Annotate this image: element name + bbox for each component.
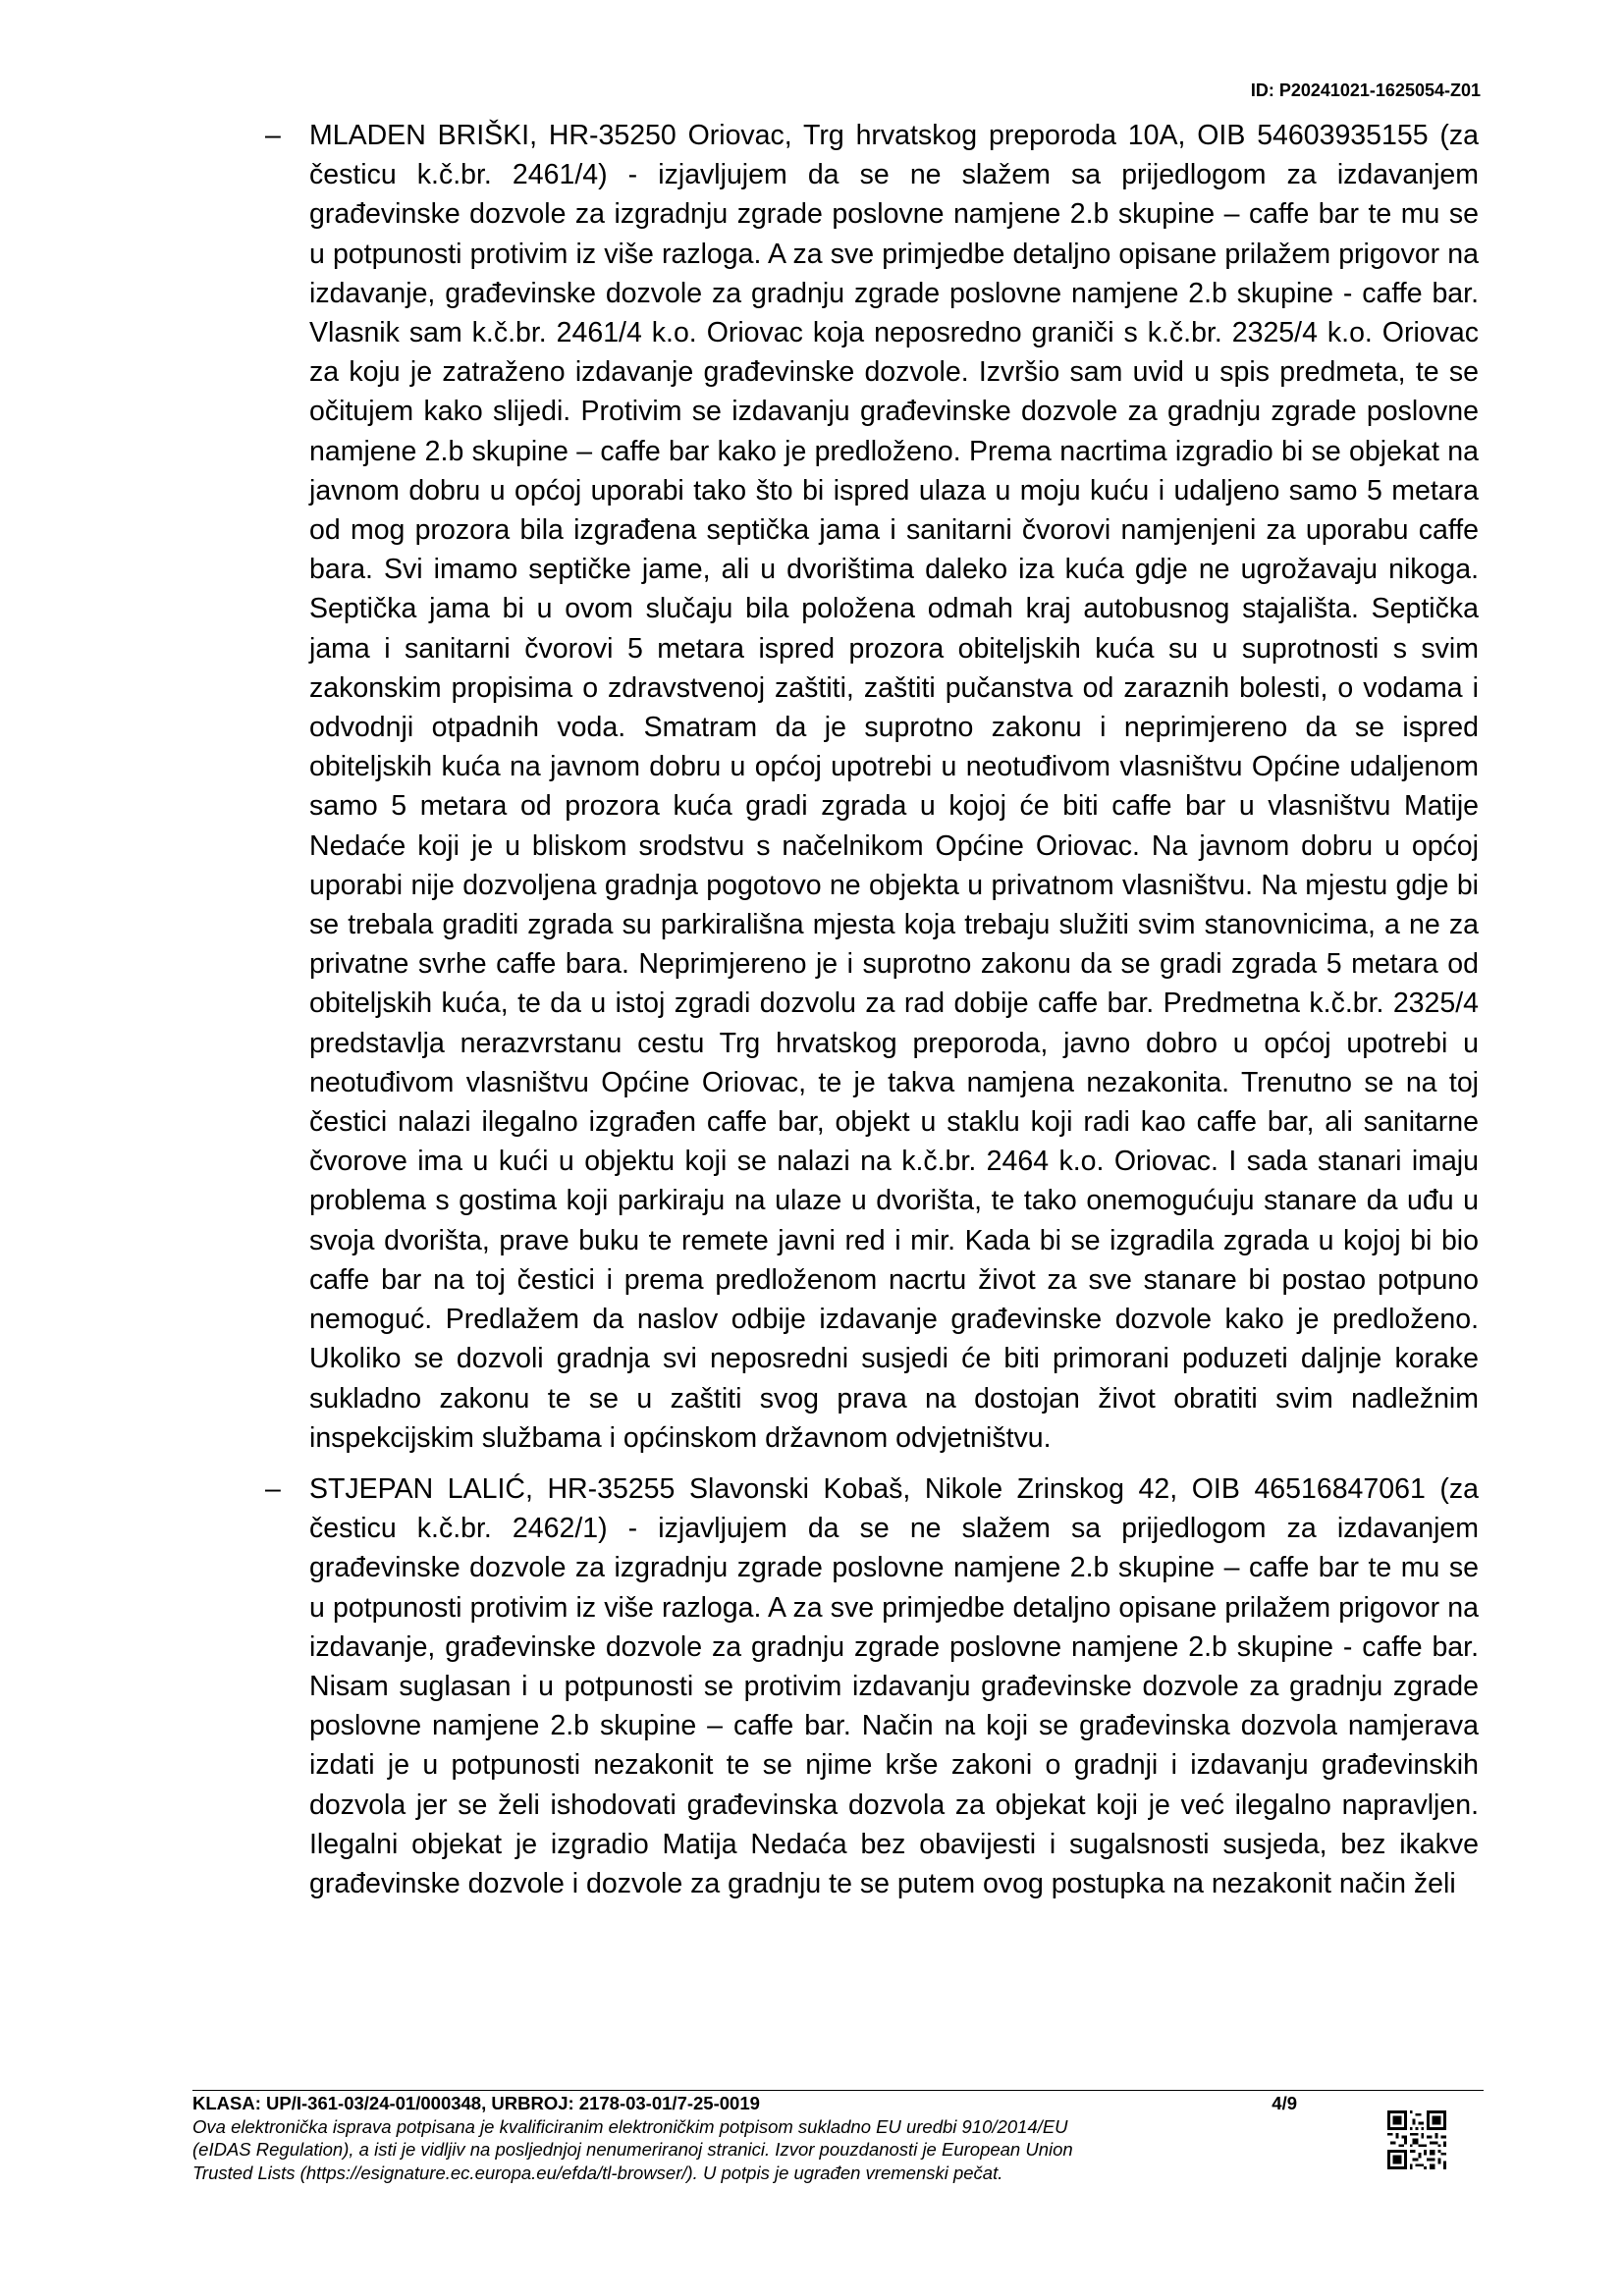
document-id: ID: P20241021-1625054-Z01: [1250, 80, 1481, 100]
objection-entry-briski: [265, 116, 1479, 1458]
objection-text: MLADEN BRIŠKI, HR-35250 Oriovac, Trg hrvatskog preporoda 10A, OIB 54603935155 (za česticu k.č.br. 2461/4) - izjavljujem da se ne slažem sa prijedlogom za izdavanjem građevinske dozvole za izgradnju zgrade poslovne namjene 2.b skupine – caffe bar te mu se u potpunosti protivim iz više razloga. A za sve primjedbe detaljno opisane prilažem prigovor na izdavanje, građevinske dozvole za gradnju zgrade poslovne namjene 2.b skupine - caffe bar. Vlasnik sam k.č.br. 2461/4 k.o. Oriovac koja neposredno graniči s k.č.br. 2325/4 k.o. Oriovac za koju je zatraženo izdavanje građevinske dozvole. Izvršio sam uvid u spis predmeta, te se očitujem kako slijedi. Protivim se izdavanju građevinske dozvole za gradnju zgrade poslovne namjene 2.b skupine – caffe bar kako je predloženo. Prema nacrtima izgradio bi se objekat na javnom dobru u općoj uporabi tako što bi ispred ulaza u moju kuću i udaljeno samo 5 metara od mog prozora bila izgrađena septička jama i sanitarni čvorovi namjenjeni za uporabu caffe bara. Svi imamo septičke jame, ali u dvorištima daleko iza kuća gdje ne ugrožavaju nikoga. Septička jama bi u ovom slučaju bila položena odmah kraj autobusnog stajališta. Septička jama i sanitarni čvorovi 5 metara ispred prozora obiteljskih kuća su u suprotnosti s svim zakonskim propisima o zdravstvenoj zaštiti, zaštiti pučanstva od zaraznih bolesti, o vodama i odvodnji otpadnih voda. Smatram da je suprotno zakonu i neprimjereno da se ispred obiteljskih kuća na javnom dobru u općoj upotrebi u neotuđivom vlasništvu Općine udaljenom samo 5 metara od prozora kuća gradi zgrada u kojoj će biti caffe bar u vlasništvu Matije Nedaće koji je u bliskom srodstvu s načelnikom Općine Oriovac. Na javnom dobru u općoj uporabi nije dozvoljena gradnja pogotovo ne objekta u privatnom vlasništvu. Na mjestu gdje bi se trebala graditi zgrada su parkirališna mjesta koja trebaju služiti svim stanovnicima, a ne za privatne svrhe caffe bara. Neprimjereno je i suprotno zakonu da se gradi zgrada 5 metara od obiteljskih kuća, te da u istoj zgradi dozvolu za rad dobije caffe bar. Predmetna k.č.br. 2325/4 predstavlja nerazvrstanu cestu Trg hrvatskog preporoda, javno dobro u općoj upotrebi u neotuđivom vlasništvu Općine Oriovac, te je takva namjena nezakonita. Trenutno se na toj čestici nalazi ilegalno izgrađen caffe bar, objekt u staklu koji radi kao caffe bar, ali sanitarne čvorove ima u kući u objektu koji se nalazi na k.č.br. 2464 k.o. Oriovac. I sada stanari imaju problema s gostima koji parkiraju na ulaze u dvorišta, te tako onemogućuju stanare da uđu u svoja dvorišta, prave buku te remete javni red i mir. Kada bi se izgradila zgrada u kojoj bi bio caffe bar na toj čestici i prema predloženom nacrtu život za sve stanare bi postao potpuno nemoguć. Predlažem da naslov odbije izdavanje građevinske dozvole kako je predloženo. Ukoliko se dozvoli gradnja svi neposredni susjedi će biti primorani poduzeti daljnje korake sukladno zakonu te se u zaštiti svog prava na dostojan život obratiti svim nadležnim inspekcijskim službama i općinskom državnom odvjetništvu.: [309, 120, 1479, 1454]
list-dash: –: [265, 1472, 281, 1505]
page-footer: [192, 2092, 1322, 2184]
signature-note-line-1: Ova elektronička isprava potpisana je kvalificiranim elektroničkim potpisom sukladno EU uredbi 910/2014/EU: [192, 2115, 1068, 2137]
qr-code-icon: [1387, 2110, 1446, 2169]
document-body: [265, 116, 1479, 1915]
footer-divider: [192, 2090, 1484, 2091]
signature-note-line-2: (eIDAS Regulation), a isti je vidljiv na posljednjoj nenumeriranoj stranici. Izvor pouzdanosti je European Union: [192, 2139, 1073, 2160]
objection-text: STJEPAN LALIĆ, HR-35255 Slavonski Kobaš, Nikole Zrinskog 42, OIB 46516847061 (za česticu k.č.br. 2462/1) - izjavljujem da se ne slažem sa prijedlogom za izdavanjem građevinske dozvole za izgradnju zgrade poslovne namjene 2.b skupine – caffe bar te mu se u potpunosti protivim iz više razloga. A za sve primjedbe detaljno opisane prilažem prigovor na izdavanje, građevinske dozvole za gradnju zgrade poslovne namjene 2.b skupine - caffe bar. Nisam suglasan i u potpunosti se protivim izdavanju građevinske dozvole za gradnju zgrade poslovne namjene 2.b skupine – caffe bar. Način na koji se građevinska dozvola namjerava izdati je u potpunosti nezakonit te se njime krše zakoni o gradnji i izdavanju građevinskih dozvola jer se želi ishodovati građevinska dozvola za objekat koji je već ilegalno napravljen. Ilegalni objekat je izgradio Matija Nedaća bez obavijesti i sugalsnosti susjeda, bez ikakve građevinske dozvole i dozvole za gradnju te se putem ovog postupka na nezakonit način želi: [309, 1472, 1479, 1899]
case-reference: KLASA: UP/I-361-03/24-01/000348, URBROJ: 2178-03-01/7-25-0019: [192, 2093, 760, 2113]
footer-reference-line: [192, 2092, 1297, 2115]
list-dash: –: [265, 120, 281, 151]
objection-entry-lalic: [265, 1469, 1479, 1903]
signature-note-line-3: Trusted Lists (https://esignature.ec.europa.eu/efda/tl-browser/). U potpis je ugrađen vremenski pečat.: [192, 2162, 1003, 2183]
page-number: 4/9: [1272, 2093, 1297, 2113]
